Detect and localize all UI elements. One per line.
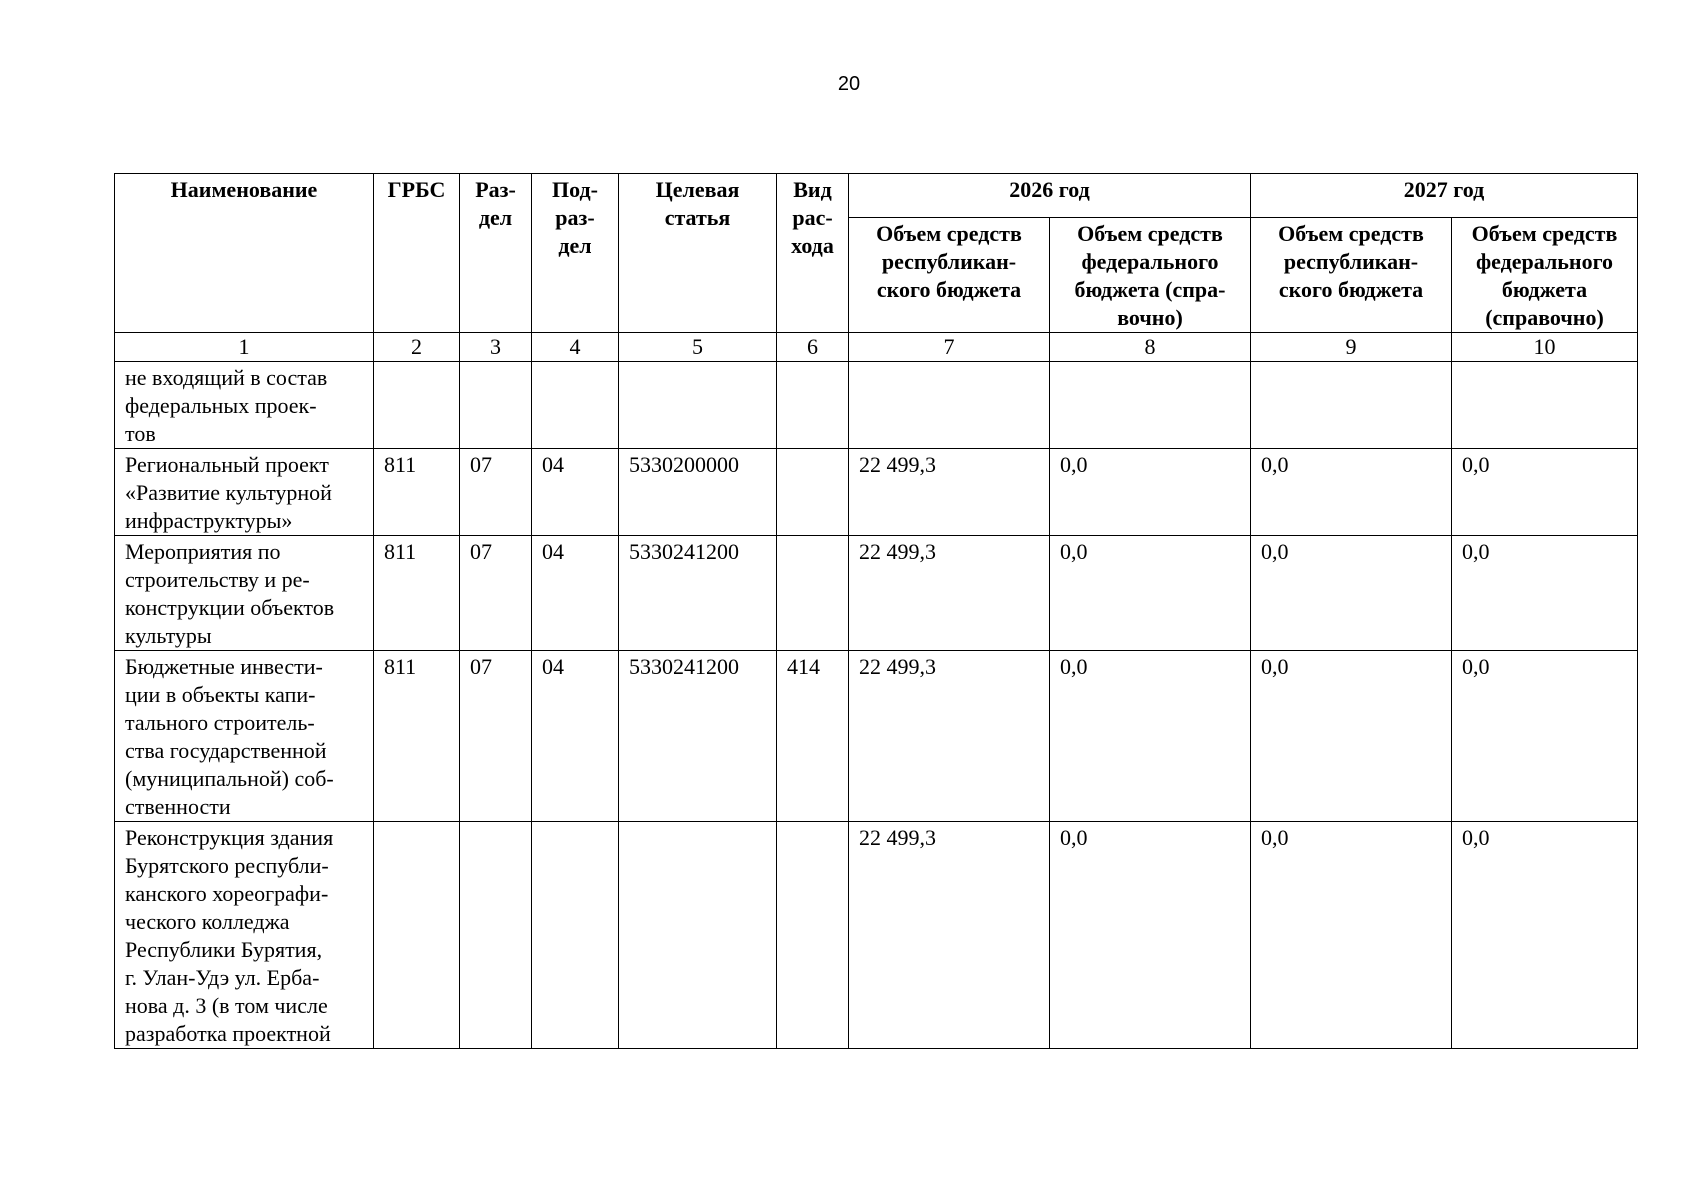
cell-podrazdel xyxy=(532,362,619,449)
column-number: 5 xyxy=(619,333,777,362)
column-number: 9 xyxy=(1251,333,1452,362)
column-number: 2 xyxy=(374,333,460,362)
table-row xyxy=(115,822,1638,1049)
cell-fed-2027 xyxy=(1452,362,1638,449)
header-fed-2027: Объем средств федерального бюджета (справочно) xyxy=(1452,218,1638,333)
cell-name: Мероприятия по строительству и ре- конструкции объектов культуры xyxy=(115,536,374,651)
header-rep-2027: Объем средств республикан- ского бюджета xyxy=(1251,218,1452,333)
cell-razdel: 07 xyxy=(460,536,532,651)
header-rep-2026: Объем средств республикан- ского бюджета xyxy=(849,218,1050,333)
cell-rep-2026: 22 499,3 xyxy=(849,449,1050,536)
cell-name: не входящий в состав федеральных проек- тов xyxy=(115,362,374,449)
cell-razdel xyxy=(460,362,532,449)
column-number: 4 xyxy=(532,333,619,362)
page-number: 20 xyxy=(837,73,861,95)
cell-razdel: 07 xyxy=(460,651,532,822)
cell-vid-rashoda xyxy=(777,362,849,449)
cell-name: Региональный проект «Развитие культурной инфраструктуры» xyxy=(115,449,374,536)
cell-celevaya-statya xyxy=(619,822,777,1049)
table-row xyxy=(115,536,1638,651)
cell-fed-2026: 0,0 xyxy=(1050,822,1251,1049)
cell-celevaya-statya: 5330241200 xyxy=(619,651,777,822)
header-name: Наименование xyxy=(115,174,374,333)
cell-vid-rashoda xyxy=(777,536,849,651)
column-number: 7 xyxy=(849,333,1050,362)
cell-celevaya-statya: 5330241200 xyxy=(619,536,777,651)
cell-razdel xyxy=(460,822,532,1049)
cell-vid-rashoda xyxy=(777,822,849,1049)
header-grbs: ГРБС xyxy=(374,174,460,333)
column-number: 6 xyxy=(777,333,849,362)
cell-podrazdel: 04 xyxy=(532,651,619,822)
cell-fed-2027: 0,0 xyxy=(1452,536,1638,651)
column-number: 10 xyxy=(1452,333,1638,362)
cell-fed-2027: 0,0 xyxy=(1452,822,1638,1049)
cell-name: Реконструкция здания Бурятского республи- канского хореографи- ческого колледжа Республики Бурятия, г. Улан-Удэ ул. Ерба- нова д. 3 (в том числе разработка проектной xyxy=(115,822,374,1049)
table-row xyxy=(115,362,1638,449)
cell-rep-2026: 22 499,3 xyxy=(849,651,1050,822)
cell-podrazdel xyxy=(532,822,619,1049)
cell-fed-2026 xyxy=(1050,362,1251,449)
cell-rep-2027 xyxy=(1251,362,1452,449)
cell-fed-2027: 0,0 xyxy=(1452,449,1638,536)
cell-fed-2026: 0,0 xyxy=(1050,449,1251,536)
cell-podrazdel: 04 xyxy=(532,449,619,536)
cell-grbs: 811 xyxy=(374,651,460,822)
header-podrazdel: Под- раз- дел xyxy=(532,174,619,333)
cell-celevaya-statya xyxy=(619,362,777,449)
header-celevaya-statya: Целевая статья xyxy=(619,174,777,333)
budget-table xyxy=(114,173,1638,1049)
cell-name: Бюджетные инвести- ции в объекты капи- тального строитель- ства государственной (муниципальной) соб- ственности xyxy=(115,651,374,822)
cell-fed-2026: 0,0 xyxy=(1050,651,1251,822)
column-number: 3 xyxy=(460,333,532,362)
column-number: 8 xyxy=(1050,333,1251,362)
cell-grbs xyxy=(374,822,460,1049)
cell-grbs xyxy=(374,362,460,449)
header-vid-rashoda: Вид рас- хода xyxy=(777,174,849,333)
header-year-2026: 2026 год xyxy=(849,174,1251,218)
cell-grbs: 811 xyxy=(374,449,460,536)
cell-fed-2026: 0,0 xyxy=(1050,536,1251,651)
cell-vid-rashoda: 414 xyxy=(777,651,849,822)
cell-rep-2026 xyxy=(849,362,1050,449)
column-number: 1 xyxy=(115,333,374,362)
header-fed-2026: Объем средств федерального бюджета (спра- вочно) xyxy=(1050,218,1251,333)
cell-rep-2027: 0,0 xyxy=(1251,822,1452,1049)
table-row xyxy=(115,449,1638,536)
cell-razdel: 07 xyxy=(460,449,532,536)
table-row xyxy=(115,651,1638,822)
column-number-row xyxy=(115,333,1638,362)
header-year-2027: 2027 год xyxy=(1251,174,1638,218)
cell-rep-2027: 0,0 xyxy=(1251,651,1452,822)
cell-rep-2026: 22 499,3 xyxy=(849,822,1050,1049)
cell-rep-2026: 22 499,3 xyxy=(849,536,1050,651)
cell-celevaya-statya: 5330200000 xyxy=(619,449,777,536)
cell-fed-2027: 0,0 xyxy=(1452,651,1638,822)
cell-rep-2027: 0,0 xyxy=(1251,536,1452,651)
cell-rep-2027: 0,0 xyxy=(1251,449,1452,536)
cell-podrazdel: 04 xyxy=(532,536,619,651)
cell-vid-rashoda xyxy=(777,449,849,536)
header-razdel: Раз- дел xyxy=(460,174,532,333)
cell-grbs: 811 xyxy=(374,536,460,651)
